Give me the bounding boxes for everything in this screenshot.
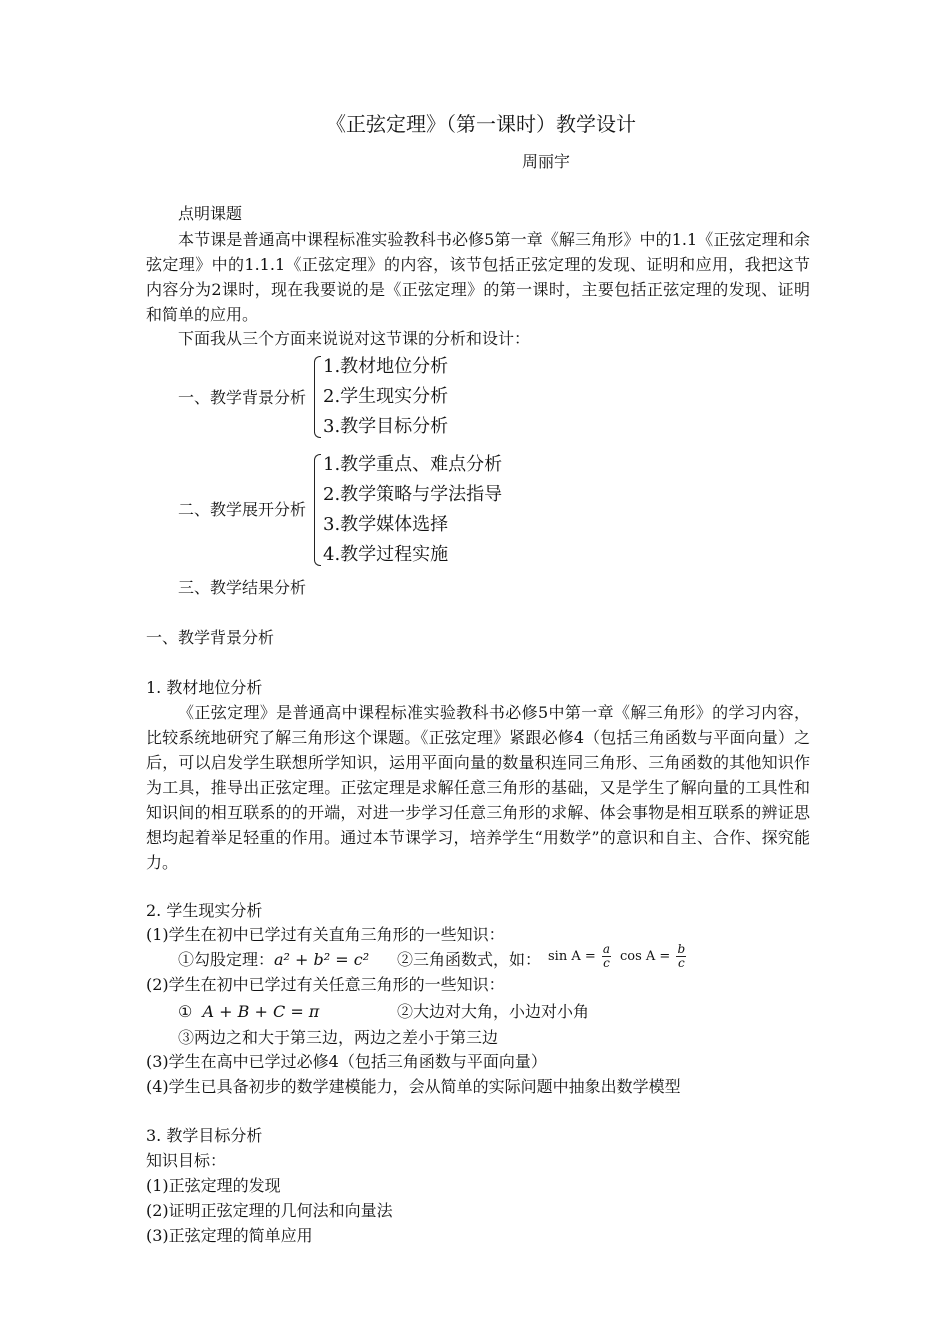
outline-part2-item: 3.教学媒体选择 <box>323 514 449 535</box>
sub2-line-1a <box>178 948 369 972</box>
sub2-line-2a <box>178 1000 319 1024</box>
sin-denominator: c <box>603 956 610 970</box>
page-title: 《正弦定理》（第一课时）教学设计 <box>326 112 636 136</box>
sin-formula <box>548 943 613 970</box>
outline-part1-label: 一、教学背景分析 <box>178 388 307 407</box>
outline-part2-item: 1.教学重点、难点分析 <box>323 454 503 475</box>
cos-label: cos A = <box>620 949 671 964</box>
outline-part3-label: 三、教学结果分析 <box>178 578 307 597</box>
outline-part1-item: 2.学生现实分析 <box>323 386 449 407</box>
outline-part1-item: 3.教学目标分析 <box>323 416 449 437</box>
sub2-line-2c: ③两边之和大于第三边，两边之差小于第三边 <box>178 1028 499 1047</box>
intro-heading: 点明课题 <box>178 204 243 223</box>
knowledge-goal-heading: 知识目标： <box>146 1151 227 1170</box>
sub2-line-2b: ②大边对大角，小边对小角 <box>397 1002 590 1021</box>
sub1-heading: 1. 教材地位分析 <box>146 678 263 697</box>
outline-part2-label: 二、教学展开分析 <box>178 500 307 519</box>
goal-item: (2)证明正弦定理的几何法和向量法 <box>146 1201 393 1220</box>
sub2-line-3: (3)学生在高中已学过必修4（包括三角函数与平面向量） <box>146 1052 547 1071</box>
outline-brace-2 <box>314 454 321 566</box>
pythagoras-label: ①勾股定理： <box>178 950 275 969</box>
angle-sum-label: ① <box>178 1002 193 1021</box>
goal-item: (3)正弦定理的简单应用 <box>146 1226 313 1245</box>
outline-part2-item: 4.教学过程实施 <box>323 544 449 565</box>
outline-part1-item: 1.教材地位分析 <box>323 356 449 377</box>
outline-part2-item: 2.教学策略与学法指导 <box>323 484 503 505</box>
cos-denominator: c <box>677 956 685 970</box>
sin-label: sin A = <box>548 949 596 964</box>
sub1-paragraph: 《正弦定理》是普通高中课程标准实验教科书必修5中第一章《解三角形》的学习内容，比较系统地研究了解三角形这个课题。《正弦定理》紧跟必修4（包括三角函数与平面向量）之后，可以启发学生联想所学知识，运用平面向量的数量积连同三角形、三角函数的其他知识作为工具，推导出正弦定理。正弦定理是求解任意三角形的基础，又是学生了解向量的工具性和知识间的相互联系的的开端，对进一步学习任意三角形的求解、体会事物是相互联系的辨证思想均起着举足轻重的作用。通过本节课学习，培养学生“用数学”的意识和自主、合作、探究能力。 <box>146 703 810 872</box>
trig-label: ②三角函数式，如： <box>397 950 542 969</box>
sub3-heading: 3. 教学目标分析 <box>146 1126 263 1145</box>
cos-fraction <box>676 943 686 970</box>
pythagoras-formula: a² + b² = c² <box>274 950 370 969</box>
sin-fraction <box>602 943 611 970</box>
intro-paragraph: 本节课是普通高中课程标准实验教科书必修5第一章《解三角形》中的1.1《正弦定理和余弦定理》中的1.1.1《正弦定理》的内容，该节包括正弦定理的发现、证明和应用，我把这节内容分为2课时，现在我要说的是《正弦定理》的第一课时，主要包括正弦定理的发现、证明和简单的应用。 <box>146 230 810 324</box>
outline-brace-1 <box>314 356 321 438</box>
sub2-line-1: (1)学生在初中已学过有关直角三角形的一些知识： <box>146 925 505 944</box>
cos-formula <box>620 943 688 970</box>
angle-sum-formula: A + B + C = π <box>202 1002 320 1021</box>
author: 周丽宇 <box>522 152 571 171</box>
intro-paragraph-2: 下面我从三个方面来说说对这节课的分析和设计： <box>178 329 531 348</box>
cos-numerator: b <box>677 942 686 956</box>
sub2-line-4: (4)学生已具备初步的数学建模能力，会从简单的实际问题中抽象出数学模型 <box>146 1077 681 1096</box>
sin-numerator: a <box>602 942 611 956</box>
goal-item: (1)正弦定理的发现 <box>146 1176 281 1195</box>
sub2-line-2: (2)学生在初中已学过有关任意三角形的一些知识： <box>146 975 505 994</box>
section1-heading: 一、教学背景分析 <box>146 628 275 647</box>
sub2-heading: 2. 学生现实分析 <box>146 901 263 920</box>
sub2-line-1b <box>397 948 541 972</box>
